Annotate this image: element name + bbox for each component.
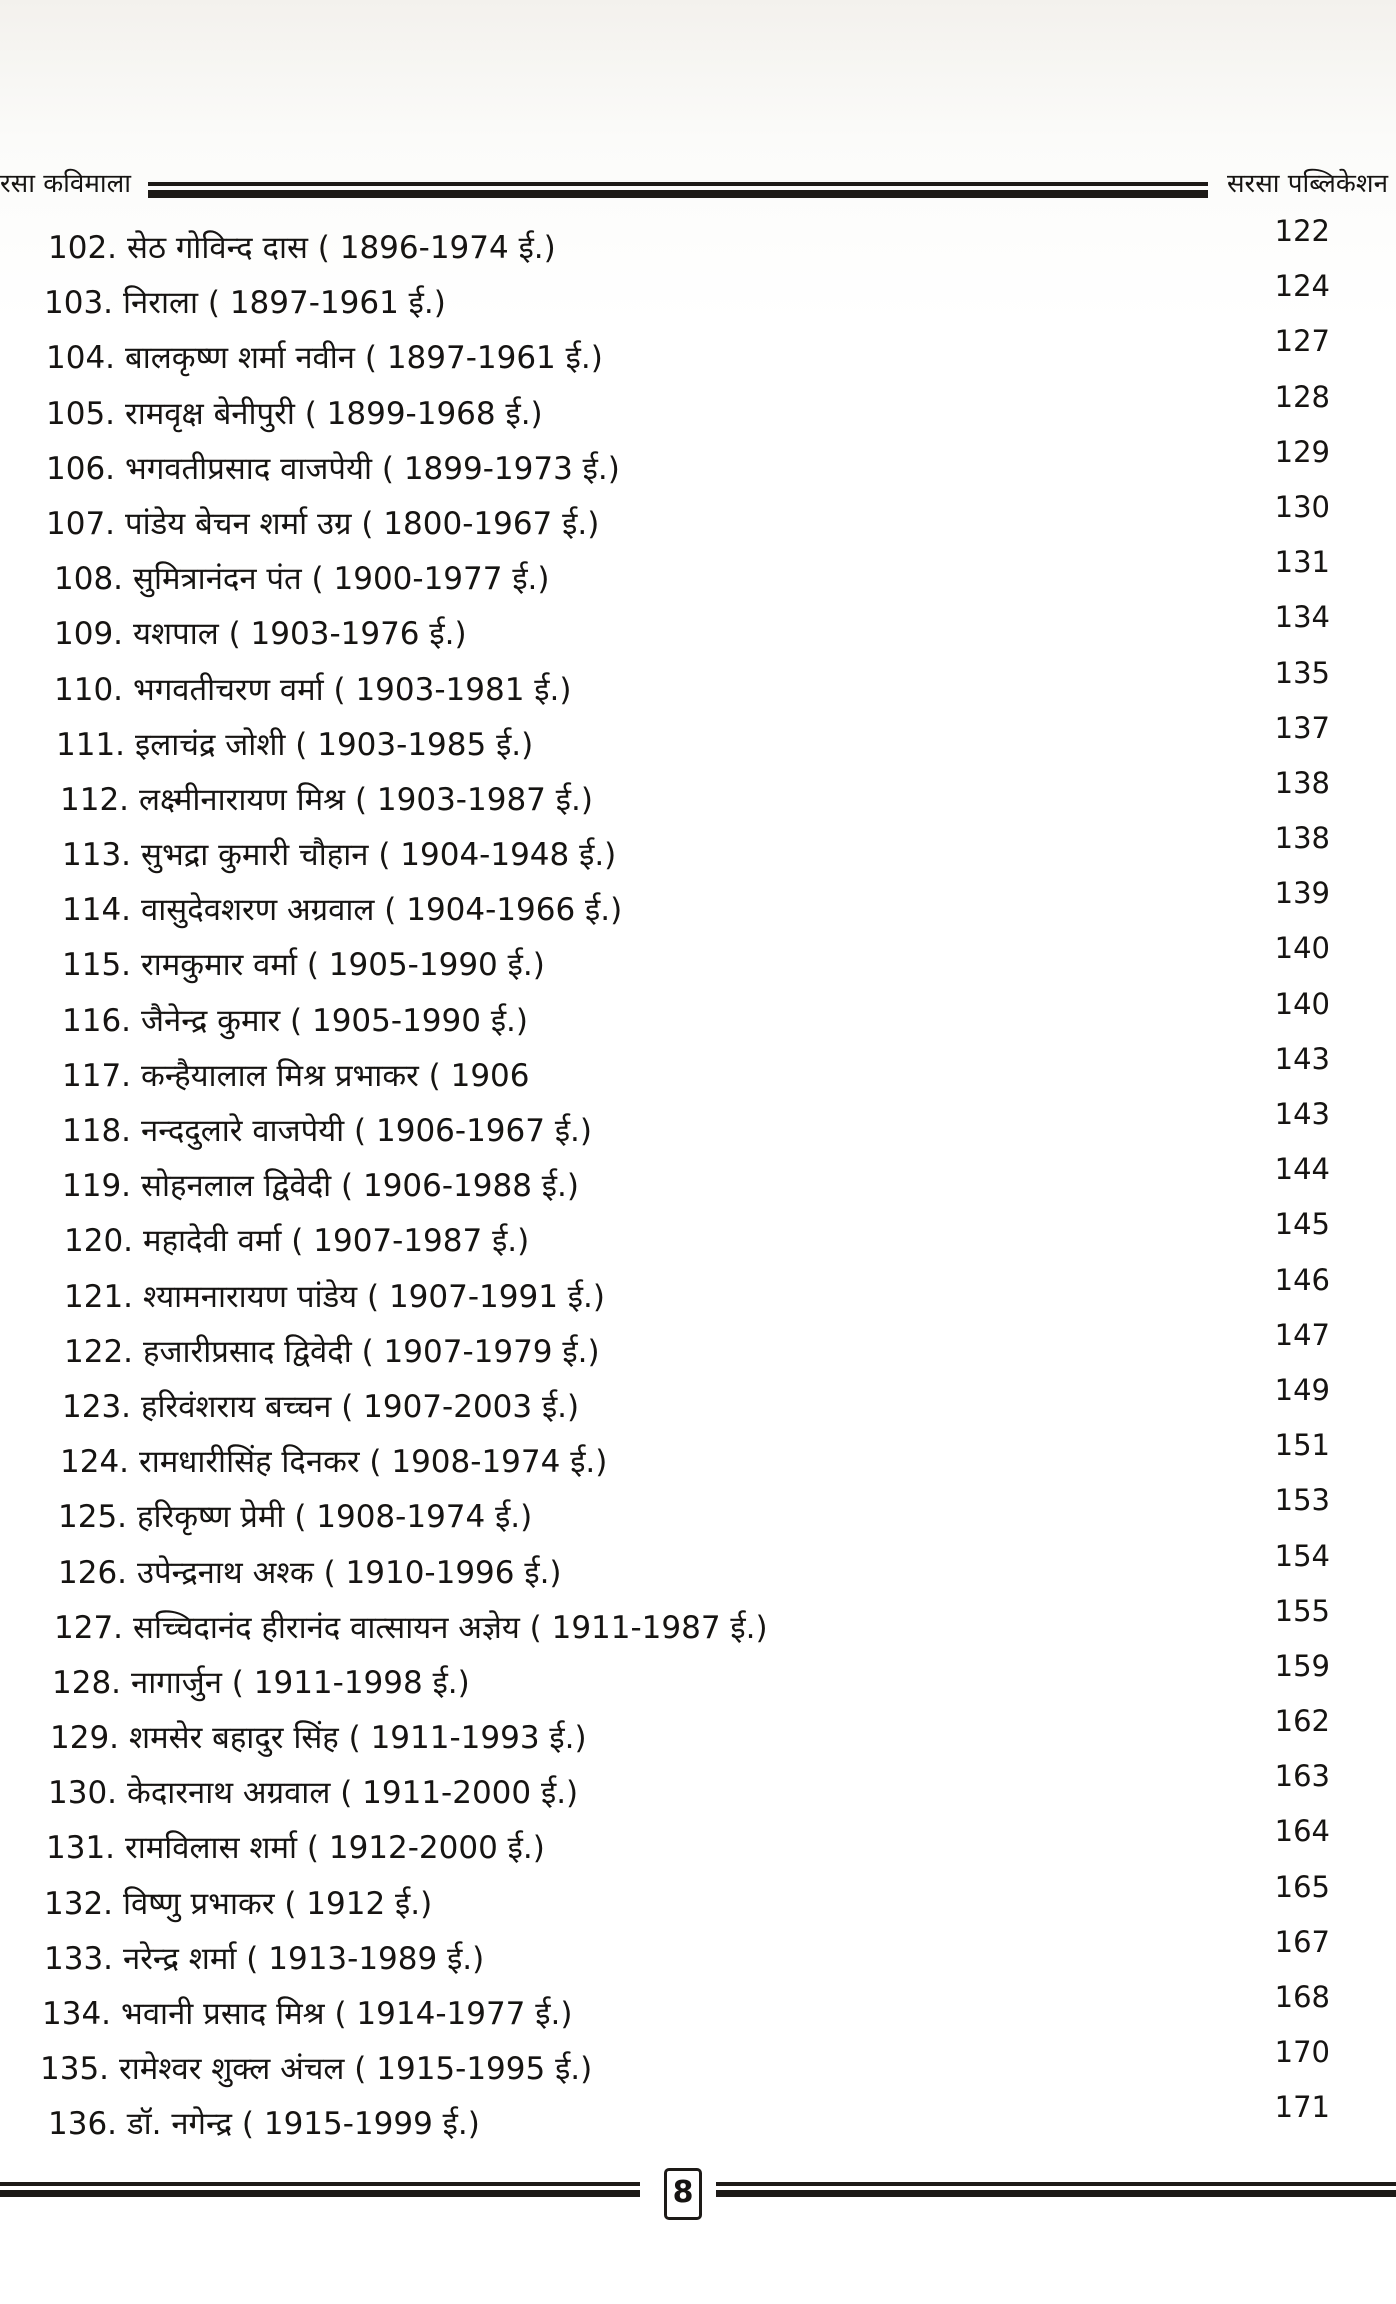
toc-row: [0, 821, 1396, 884]
toc-entry-number: 121.: [64, 1278, 134, 1315]
toc-entry-page: 137: [1274, 710, 1330, 745]
toc-entry-page: 140: [1274, 986, 1330, 1021]
toc-entry-number: 130.: [48, 1775, 118, 1812]
running-header: [0, 162, 1396, 206]
toc-entry-title: भगवतीप्रसाद वाजपेयी ( 1899-1973 ई.): [125, 450, 620, 487]
toc-row: [0, 1704, 1396, 1767]
toc-row: [0, 655, 1396, 719]
toc-entry-page: 170: [1274, 2035, 1330, 2070]
toc-entry-title: नन्ददुलारे वाजपेयी ( 1906-1967 ई.): [141, 1113, 592, 1149]
toc-row: [0, 434, 1396, 498]
toc-entry-page: 124: [1274, 269, 1330, 304]
toc-entry-page: 122: [1274, 214, 1330, 248]
toc-entry-title: भवानी प्रसाद मिश्र ( 1914-1977 ई.): [121, 1996, 573, 2032]
toc-entry-page: 128: [1274, 379, 1330, 414]
toc-entry: [54, 668, 571, 710]
toc-entry-page: 139: [1274, 876, 1330, 911]
toc-entry-number: 133.: [44, 1940, 114, 1977]
toc-entry-title: सुमित्रानंदन पंत ( 1900-1977 ई.): [133, 561, 550, 598]
toc-entry-title: हजारीप्रसाद द्विवेदी ( 1907-1979 ई.): [143, 1333, 600, 1370]
toc-entry-title: जैनेन्द्र कुमार ( 1905-1990 ई.): [141, 1002, 528, 1039]
toc-entry-number: 135.: [40, 2051, 110, 2088]
toc-entry: [52, 1661, 470, 1703]
toc-entry-number: 120.: [64, 1223, 134, 1260]
toc-entry-title: हरिवंशराय बच्चन ( 1907-2003 ई.): [141, 1388, 580, 1425]
toc-entry: [62, 888, 622, 930]
toc-entry-title: विष्णु प्रभाकर ( 1912 ई.): [123, 1885, 433, 1922]
toc-entry: [60, 1440, 607, 1482]
toc-entry-number: 102.: [48, 230, 118, 266]
toc-entry-page: 131: [1274, 545, 1330, 580]
toc-entry-page: 168: [1274, 1980, 1330, 2014]
toc-entry: [62, 1109, 592, 1151]
header-rule-thin: [148, 182, 1208, 186]
toc-entry-page: 165: [1274, 1869, 1330, 1904]
toc-entry-title: वासुदेवशरण अग्रवाल ( 1904-1966 ई.): [141, 892, 623, 929]
toc-entry-number: 126.: [58, 1554, 128, 1591]
toc-entry-number: 107.: [46, 505, 116, 542]
toc-row: [0, 1428, 1396, 1491]
toc-entry-number: 108.: [54, 561, 124, 598]
toc-entry-page: 162: [1274, 1704, 1330, 1739]
toc-entry-title: बालकृष्ण शर्मा नवीन ( 1897-1961 ई.): [125, 340, 603, 377]
toc-row: [0, 2090, 1396, 2153]
toc-entry-page: 155: [1274, 1593, 1330, 1628]
toc-entry-title: नरेन्द्र शर्मा ( 1913-1989 ई.): [123, 1940, 485, 1977]
toc-entry-number: 114.: [62, 892, 132, 929]
toc-entry-title: सुभद्रा कुमारी चौहान ( 1904-1948 ई.): [141, 837, 617, 874]
header-series-title: रसा कविमाला: [0, 169, 132, 199]
toc-entry-page: 138: [1274, 765, 1330, 800]
toc-entry: [62, 1385, 579, 1427]
page-footer: [0, 2168, 1396, 2228]
toc-entry-title: कन्हैयालाल मिश्र प्रभाकर ( 1906: [141, 1057, 530, 1094]
toc-entry-page: 151: [1274, 1428, 1330, 1463]
toc-entry: [46, 502, 599, 544]
toc-row: [0, 1593, 1396, 1657]
toc-row: [0, 765, 1396, 829]
toc-row: [0, 1980, 1396, 2043]
toc-entry-number: 122.: [64, 1333, 134, 1370]
footer-rule-left-thick: [0, 2190, 640, 2197]
toc-entry: [40, 2047, 592, 2089]
toc-row: [0, 1483, 1396, 1546]
toc-entry-number: 111.: [56, 726, 126, 763]
toc-row: [0, 324, 1396, 387]
toc-row: [0, 1097, 1396, 1160]
footer-rule-right-thin: [716, 2182, 1396, 2186]
toc-entry-page: 164: [1274, 1814, 1330, 1849]
toc-entry-number: 109.: [54, 616, 124, 653]
toc-entry: [50, 1716, 587, 1758]
toc-entry-number: 125.: [58, 1499, 128, 1536]
toc-entry-title: महादेवी वर्मा ( 1907-1987 ई.): [143, 1223, 530, 1260]
toc-entry-page: 143: [1274, 1097, 1330, 1131]
toc-entry-title: रामधारीसिंह दिनकर ( 1908-1974 ई.): [139, 1444, 608, 1481]
toc-entry-page: 145: [1274, 1207, 1330, 1242]
toc-entry-title: सच्चिदानंद हीरानंद वात्सायन अज्ञेय ( 1911-1987 ई.): [133, 1609, 768, 1646]
toc-entry-number: 104.: [46, 340, 116, 377]
toc-row: [0, 545, 1396, 608]
toc-entry-title: रामकुमार वर्मा ( 1905-1990 ई.): [141, 947, 545, 984]
toc-entry: [58, 1495, 532, 1537]
toc-entry: [58, 1551, 562, 1593]
toc-entry-number: 106.: [46, 450, 116, 487]
toc-entry: [62, 1164, 579, 1206]
toc-entry-page: 147: [1274, 1317, 1330, 1352]
toc-entry-title: नागार्जुन ( 1911-1998 ई.): [131, 1664, 470, 1701]
toc-entry: [44, 1937, 484, 1979]
toc-entry-title: रामवृक्ष बेनीपुरी ( 1899-1968 ई.): [125, 395, 543, 432]
toc-entry-title: सोहनलाल द्विवेदी ( 1906-1988 ई.): [141, 1168, 579, 1205]
toc-entry-number: 115.: [62, 947, 132, 984]
toc-row: [0, 1869, 1396, 1933]
toc-row: [0, 600, 1396, 663]
toc-entry-title: भगवतीचरण वर्मा ( 1903-1981 ई.): [133, 671, 572, 708]
toc-entry-page: 149: [1274, 1372, 1330, 1407]
toc-entry-title: यशपाल ( 1903-1976 ई.): [133, 616, 467, 653]
toc-entry-page: 146: [1274, 1262, 1330, 1297]
toc-entry-page: 153: [1274, 1483, 1330, 1518]
toc-entry-title: हरिकृष्ण प्रेमी ( 1908-1974 ई.): [137, 1499, 533, 1536]
toc-entry-number: 136.: [48, 2106, 118, 2143]
toc-entry-title: उपेन्द्रनाथ अश्क ( 1910-1996 ई.): [137, 1554, 562, 1591]
toc-entry-title: शमसेर बहादुर सिंह ( 1911-1993 ई.): [129, 1720, 587, 1757]
toc-entry: [46, 392, 543, 434]
toc-row: [0, 1041, 1396, 1105]
toc-entry-number: 128.: [52, 1664, 122, 1701]
toc-entry-number: 116.: [62, 1002, 132, 1039]
header-publisher: सरसा पब्लिकेशन: [1226, 169, 1388, 199]
toc-row: [0, 214, 1396, 277]
toc-entry: [64, 1275, 605, 1317]
toc-row: [0, 1814, 1396, 1877]
toc-entry-title: लक्ष्मीनारायण मिश्र ( 1903-1987 ई.): [139, 781, 593, 818]
toc-row: [0, 1317, 1396, 1381]
toc-entry: [44, 281, 446, 323]
toc-entry-page: 167: [1274, 1924, 1330, 1959]
toc-entry-number: 112.: [60, 781, 130, 818]
toc-entry-title: रामेश्वर शुक्ल अंचल ( 1915-1995 ई.): [119, 2051, 593, 2088]
toc-entry-number: 124.: [60, 1444, 130, 1481]
toc-entry-title: केदारनाथ अग्रवाल ( 1911-2000 ई.): [127, 1775, 579, 1812]
toc-entry-number: 117.: [62, 1057, 132, 1094]
toc-entry-title: निराला ( 1897-1961 ई.): [123, 285, 446, 322]
toc-entry-number: 110.: [54, 671, 124, 708]
toc-entry-page: 130: [1274, 489, 1330, 524]
toc-entry: [46, 1826, 545, 1868]
toc-row: [0, 710, 1396, 774]
toc-entry-page: 171: [1274, 2090, 1330, 2125]
toc-entry-title: डॉ. नगेन्द्र ( 1915-1999 ई.): [127, 2106, 480, 2143]
toc-row: [0, 1759, 1396, 1822]
toc-row: [0, 1262, 1396, 1326]
toc-row: [0, 986, 1396, 1050]
toc-entry-page: 129: [1274, 434, 1330, 469]
toc-row: [0, 876, 1396, 939]
toc-entry-page: 159: [1274, 1648, 1330, 1683]
toc-entry-title: इलाचंद्र जोशी ( 1903-1985 ई.): [135, 726, 534, 763]
toc-entry: [54, 1606, 768, 1648]
toc-entry: [64, 1219, 529, 1261]
toc-entry: [62, 833, 616, 875]
toc-entry-number: 132.: [44, 1885, 114, 1922]
toc-entry-number: 123.: [62, 1388, 132, 1425]
toc-entry-number: 103.: [44, 285, 114, 322]
toc-row: [0, 1372, 1396, 1436]
toc-entry-number: 134.: [42, 1996, 112, 2032]
toc-entry-number: 129.: [50, 1720, 120, 1757]
table-of-contents: [0, 214, 1396, 2154]
toc-entry-title: रामविलास शर्मा ( 1912-2000 ई.): [125, 1830, 545, 1867]
toc-entry: [54, 612, 467, 654]
toc-entry: [60, 778, 593, 820]
toc-entry-page: 163: [1274, 1759, 1330, 1794]
toc-entry: [48, 2102, 480, 2144]
toc-entry-number: 113.: [62, 837, 132, 874]
toc-row: [0, 379, 1396, 443]
toc-entry: [64, 1330, 600, 1372]
toc-entry: [48, 226, 556, 268]
toc-entry-title: पांडेय बेचन शर्मा उग्र ( 1800-1967 ई.): [125, 505, 600, 542]
toc-row: [0, 1924, 1396, 1988]
toc-entry: [46, 336, 603, 378]
toc-row: [0, 269, 1396, 332]
toc-row: [0, 1538, 1396, 1602]
toc-entry-page: 127: [1274, 324, 1330, 359]
toc-entry: [62, 999, 528, 1041]
toc-entry-number: 131.: [46, 1830, 116, 1867]
toc-entry-page: 143: [1274, 1041, 1330, 1076]
toc-entry-page: 135: [1274, 655, 1330, 690]
toc-entry-number: 118.: [62, 1113, 132, 1149]
toc-entry: [62, 1054, 530, 1096]
toc-entry: [42, 1992, 572, 2034]
toc-row: [0, 1207, 1396, 1270]
toc-row: [0, 489, 1396, 553]
toc-entry-number: 127.: [54, 1609, 124, 1646]
footer-rule-left-thin: [0, 2182, 640, 2186]
toc-row: [0, 931, 1396, 994]
toc-row: [0, 1152, 1396, 1215]
toc-entry-title: श्यामनारायण पांडेय ( 1907-1991 ई.): [143, 1278, 605, 1315]
toc-entry-number: 119.: [62, 1168, 132, 1205]
footer-rule-right-thick: [716, 2190, 1396, 2197]
toc-entry: [62, 943, 545, 985]
toc-entry: [44, 1882, 432, 1924]
toc-row: [0, 1648, 1396, 1712]
header-rule-thick: [148, 190, 1208, 198]
toc-entry: [48, 1771, 578, 1813]
toc-entry-page: 154: [1274, 1538, 1330, 1573]
toc-entry-title: सेठ गोविन्द दास ( 1896-1974 ई.): [127, 230, 556, 266]
toc-entry-page: 134: [1274, 600, 1330, 635]
toc-entry-page: 140: [1274, 931, 1330, 966]
toc-entry: [46, 447, 620, 489]
footer-page-number: 8: [664, 2168, 702, 2220]
toc-entry-page: 138: [1274, 821, 1330, 856]
toc-entry-number: 105.: [46, 395, 116, 432]
toc-entry-page: 144: [1274, 1152, 1330, 1187]
toc-entry: [56, 723, 533, 765]
toc-entry: [54, 557, 550, 599]
toc-row: [0, 2035, 1396, 2098]
